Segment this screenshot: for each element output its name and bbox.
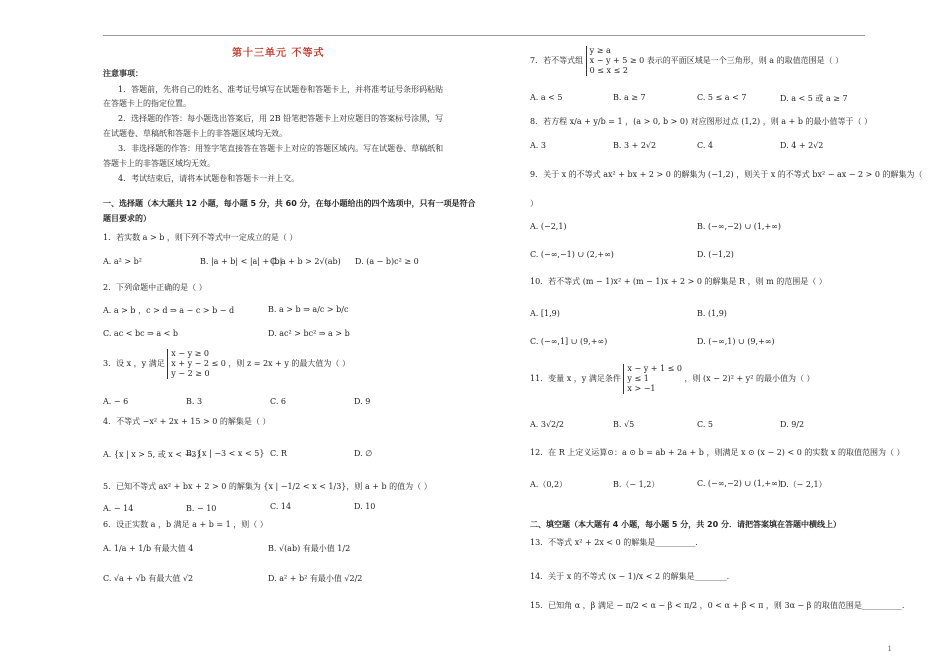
q7-constraint-system [586, 46, 645, 76]
q7-option-c[interactable]: C. 5 ≤ a < 7 [697, 93, 747, 102]
question-9-stem: 9．关于 x 的不等式 ax² + bx + 2 > 0 的解集为 (−1,2) ，则关于 x 的不等式 bx² − ax − 2 > 0 的解集为（ [530, 170, 923, 179]
q6-option-d[interactable]: D. a² + b² 有最小值 √2/2 [268, 574, 363, 583]
q2-option-c[interactable]: C. ac < bc ⇒ a < b [103, 329, 179, 338]
q3-option-a[interactable]: A. − 6 [103, 397, 129, 406]
q9-option-d[interactable]: D. (−1,2) [697, 250, 734, 259]
q5-option-c[interactable]: C. 14 [270, 502, 292, 511]
q1-option-d[interactable]: D. (a − b)c² ≥ 0 [355, 257, 419, 266]
question-10-stem: 10．若不等式 (m − 1)x² + (m − 1)x + 2 > 0 的解集是 R ，则 m 的范围是（ ） [530, 277, 827, 286]
q10-option-c[interactable]: C. (−∞,1] ∪ (9,+∞) [530, 337, 608, 346]
note-line: 3．非选择题的作答：用签字笔直接答在答题卡上对应的答题区域内。写在试题卷、草稿纸和 [118, 144, 444, 153]
q3-constraint-system [167, 349, 226, 379]
q5-option-a[interactable]: A. − 14 [103, 504, 134, 513]
question-9-stem-cont: ） [530, 199, 538, 208]
q11-option-b[interactable]: B. √5 [613, 420, 635, 429]
q7-constraint: y ≥ a [589, 46, 611, 55]
note-line: 2．选择题的作答：每小题选出答案后，用 2B 铅笔把答题卡上对应题目的答案标号涂黑，写 [118, 114, 444, 123]
q1-option-a[interactable]: A. a² > b² [103, 257, 142, 266]
q1-option-b[interactable]: B. |a + b| < |a| + |b| [200, 257, 283, 266]
question-7-stem [530, 46, 843, 76]
q11-constraint-system [623, 364, 682, 394]
question-13-stem: 13．不等式 x² + 2x < 0 的解集是__________. [530, 538, 698, 547]
question-15-stem: 15．已知角 α ，β 满足 − π/2 < α − β < π/2 ，0 < α + β < π ，则 3α − β 的取值范围是__________. [530, 601, 905, 610]
q8-option-d[interactable]: D. 4 + 2√2 [780, 141, 824, 150]
q9-option-c[interactable]: C. (−∞,−1) ∪ (2,+∞) [530, 250, 614, 259]
note-line: 1．答题前，先将自己的姓名、准考证号填写在试题卷和答题卡上，并将准考证号条形码粘贴 [118, 85, 444, 94]
q4-option-b[interactable]: B. {x | −3 < x < 5} [186, 449, 265, 458]
q10-option-d[interactable]: D. (−∞,1) ∪ (9,+∞) [697, 337, 775, 346]
q4-option-d[interactable]: D. ∅ [354, 449, 373, 458]
q7-stem-pre: 7．若不等式组 [530, 56, 584, 65]
q4-option-a[interactable]: A. {x | x > 5, 或 x < −3} [103, 450, 202, 459]
q11-option-a[interactable]: A. 3√2/2 [530, 420, 564, 429]
section1-heading-cont: 题目要求的） [103, 214, 151, 223]
note-line: 4．考试结束后，请将本试题卷和答题卡一并上交。 [118, 174, 300, 183]
q3-constraint: y − 2 ≥ 0 [171, 369, 210, 378]
q4-option-c[interactable]: C. R [270, 449, 287, 458]
q10-option-a[interactable]: A. [1,9) [530, 309, 560, 318]
section2-heading: 二、填空题（本大题有 4 小题，每小题 5 分，共 20 分．请把答案填在答题中横线上） [530, 520, 841, 529]
q11-constraint: y ≤ 1 [627, 374, 649, 383]
q5-option-b[interactable]: B. − 10 [186, 504, 217, 513]
q8-option-a[interactable]: A. 3 [530, 141, 546, 150]
q12-option-a[interactable]: A.（0,2） [530, 480, 568, 489]
q9-option-a[interactable]: A. (−2,1) [530, 222, 567, 231]
q8-option-b[interactable]: B. 3 + 2√2 [613, 141, 657, 150]
q11-option-c[interactable]: C. 5 [697, 420, 714, 429]
question-4-stem: 4．不等式 −x² + 2x + 15 > 0 的解集是（ ） [103, 417, 271, 426]
section1-heading: 一、选择题（本大题共 12 小题，每小题 5 分，共 60 分，在每小题给出的四个选项中，只有一项是符合 [103, 199, 476, 208]
q8-option-c[interactable]: C. 4 [697, 141, 714, 150]
q11-stem-pre: 11．变量 x ，y 满足条件 [530, 374, 621, 383]
q2-option-d[interactable]: D. ac² > bc² ⇒ a > b [268, 329, 350, 338]
question-5-stem: 5．已知不等式 ax² + bx + 2 > 0 的解集为 {x | −1/2 < x < 1/3}，则 a + b 的值为（ ） [103, 482, 432, 491]
q3-stem-post: ，则 z = 2x + y 的最大值为（ ） [228, 359, 350, 368]
q1-option-c[interactable]: C. a + b > 2√(ab) [270, 257, 341, 266]
q2-option-a[interactable]: A. a > b ，c > d ⇒ a − c > b − d [103, 306, 235, 315]
header-rule [103, 35, 865, 36]
question-11-stem [530, 364, 815, 394]
question-12-stem: 12．在 R 上定义运算⊙：a ⊙ b = ab + 2a + b ，则满足 x ⊙ (x − 2) < 0 的实数 x 的取值范围为（ ） [530, 448, 905, 457]
q6-option-b[interactable]: B. √(ab) 有最小值 1/2 [268, 544, 351, 553]
q3-option-b[interactable]: B. 3 [186, 397, 203, 406]
q7-option-b[interactable]: B. a ≥ 7 [613, 93, 646, 102]
q12-option-d[interactable]: D.（− 2,1） [780, 480, 827, 489]
question-14-stem: 14．关于 x 的不等式 (x − 1)/x < 2 的解集是________. [530, 572, 730, 581]
q3-option-c[interactable]: C. 6 [270, 397, 287, 406]
q3-stem-pre: 3．设 x ，y 满足 [103, 359, 165, 368]
question-2-stem: 2．下列命题中正确的是（ ） [103, 283, 207, 292]
q11-stem-post: ，则 (x − 2)² + y² 的最小值为（ ） [684, 374, 815, 383]
question-6-stem: 6．设正实数 a ，b 满足 a + b = 1 ，则（ ） [103, 520, 268, 529]
question-1-stem: 1．若实数 a > b ，则下列不等式中一定成立的是（ ） [103, 233, 298, 242]
q2-option-b[interactable]: B. a > b ⇒ a/c > b/c [268, 305, 349, 314]
q3-constraint: x + y − 2 ≤ 0 [171, 359, 226, 368]
q5-option-d[interactable]: D. 10 [354, 502, 376, 511]
question-3-stem [103, 349, 350, 379]
q7-option-a[interactable]: A. a < 5 [530, 93, 563, 102]
note-line: 在答题卡上的指定位置。 [103, 99, 191, 108]
question-8-stem: 8．若方程 x/a + y/b = 1 ，(a > 0, b > 0) 对应图形过点 (1,2) ，则 a + b 的最小值等于（ ） [530, 117, 873, 126]
q11-option-d[interactable]: D. 9/2 [780, 420, 805, 429]
notes-heading: 注意事项： [103, 69, 143, 78]
q12-option-b[interactable]: B.（− 1,2） [613, 480, 660, 489]
note-line: 在试题卷、草稿纸和答题卡上的非答题区域均无效。 [103, 129, 287, 138]
q11-constraint: x − y + 1 ≤ 0 [627, 364, 682, 373]
q7-option-d[interactable]: D. a < 5 或 a ≥ 7 [780, 94, 848, 103]
q11-constraint: x > −1 [627, 384, 656, 393]
q7-constraint: 0 ≤ x ≤ 2 [589, 66, 628, 75]
page-title: 第十三单元 不等式 [232, 48, 325, 59]
q7-stem-post: 表示的平面区域是一个三角形，则 a 的取值范围是（ ） [646, 56, 844, 65]
q3-constraint: x − y ≥ 0 [171, 349, 209, 358]
q6-option-a[interactable]: A. 1/a + 1/b 有最大值 4 [103, 544, 194, 553]
q7-constraint: x − y + 5 ≥ 0 [589, 56, 645, 65]
q6-option-c[interactable]: C. √a + √b 有最大值 √2 [103, 574, 194, 583]
q9-option-b[interactable]: B. (−∞,−2) ∪ (1,+∞) [697, 222, 781, 231]
q10-option-b[interactable]: B. (1,9) [697, 309, 727, 318]
q12-option-c[interactable]: C. (−∞,−2) ∪ (1,+∞) [697, 479, 781, 488]
page-number: 1 [887, 645, 892, 653]
note-line: 答题卡上的非答题区域均无效。 [103, 159, 215, 168]
q3-option-d[interactable]: D. 9 [354, 397, 371, 406]
